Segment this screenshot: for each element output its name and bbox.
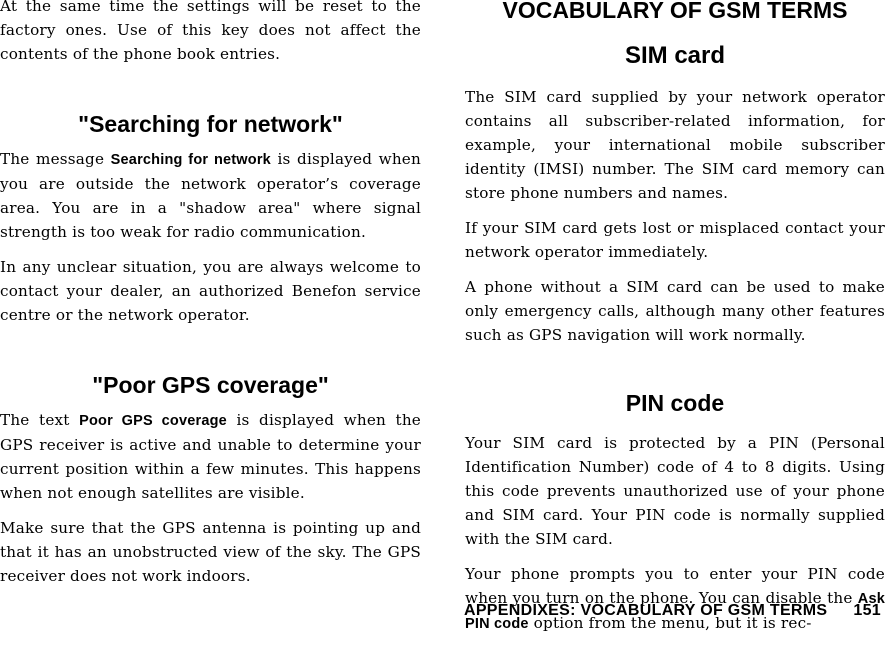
searching-network-paragraph-1 xyxy=(0,147,421,244)
poor-gps-paragraph-2: Make sure that the GPS antenna is pointing up and that it has an unobstructed view of the sky. The GPS receiver does not work indoors. xyxy=(0,519,421,585)
text-run: The text xyxy=(0,411,80,429)
text-run: The message xyxy=(0,150,111,168)
searching-network-heading: "Searching for network" xyxy=(78,111,343,137)
left-column xyxy=(0,0,421,588)
sim-card-paragraph-3: A phone without a SIM card can be used to make only emergency calls, although many other features such as GPS navigation will work normally. xyxy=(465,278,885,344)
poor-gps-heading: "Poor GPS coverage" xyxy=(92,372,329,398)
sim-card-paragraph-1: The SIM card supplied by your network operator contains all subscriber-related information, for example, your international mobile subscriber identity (IMSI) number. The SIM card memory can store phone numbers and names. xyxy=(465,88,885,202)
pin-code-heading: PIN code xyxy=(625,390,725,416)
pin-code-paragraph-1: Your SIM card is protected by a PIN (Personal Identification Number) code of 4 to 8 digits. Using this code prevents unauthorized use of your phone and SIM card. Your PIN code is normally supplied with the SIM card. xyxy=(465,434,885,548)
text-run: Your phone prompts you to enter your PIN code when you turn on the phone. You can disable the xyxy=(465,565,885,607)
intro-paragraph: At the same time the settings will be reset to the factory ones. Use of this key does not affect the contents of the phone book entries. xyxy=(0,0,421,63)
right-column xyxy=(465,0,885,636)
sim-card-paragraph-2: If your SIM card gets lost or misplaced contact your network operator immediately. xyxy=(465,219,885,261)
pin-code-paragraph-2 xyxy=(465,562,885,636)
text-run: is displayed when you are outside the network operator’s coverage area. You are in a "shadow area" where signal strength is too weak for radio communication. xyxy=(0,150,421,241)
footer-section-title: APPENDIXES: VOCABULARY OF GSM TERMS xyxy=(463,602,828,619)
searching-network-paragraph-2: In any unclear situation, you are always welcome to contact your dealer, an authorized Benefon service centre or the network operator. xyxy=(0,258,421,324)
sim-card-heading: SIM card xyxy=(624,42,726,69)
ui-message-poor-gps: Poor GPS coverage xyxy=(79,413,227,429)
page-footer xyxy=(464,602,881,620)
vocabulary-title: VOCABULARY OF GSM TERMS xyxy=(502,0,848,23)
poor-gps-paragraph-1 xyxy=(0,408,421,505)
ui-message-searching: Searching for network xyxy=(110,152,271,168)
page-number: 151 xyxy=(853,602,881,619)
ui-option-ask-pin: Ask PIN code xyxy=(465,591,885,632)
text-run: is displayed when the GPS receiver is active and unable to determine your current position within a few minutes. This happens when not enough satellites are visible. xyxy=(0,411,421,502)
text-run: option from the menu, but it is rec- xyxy=(528,614,812,632)
